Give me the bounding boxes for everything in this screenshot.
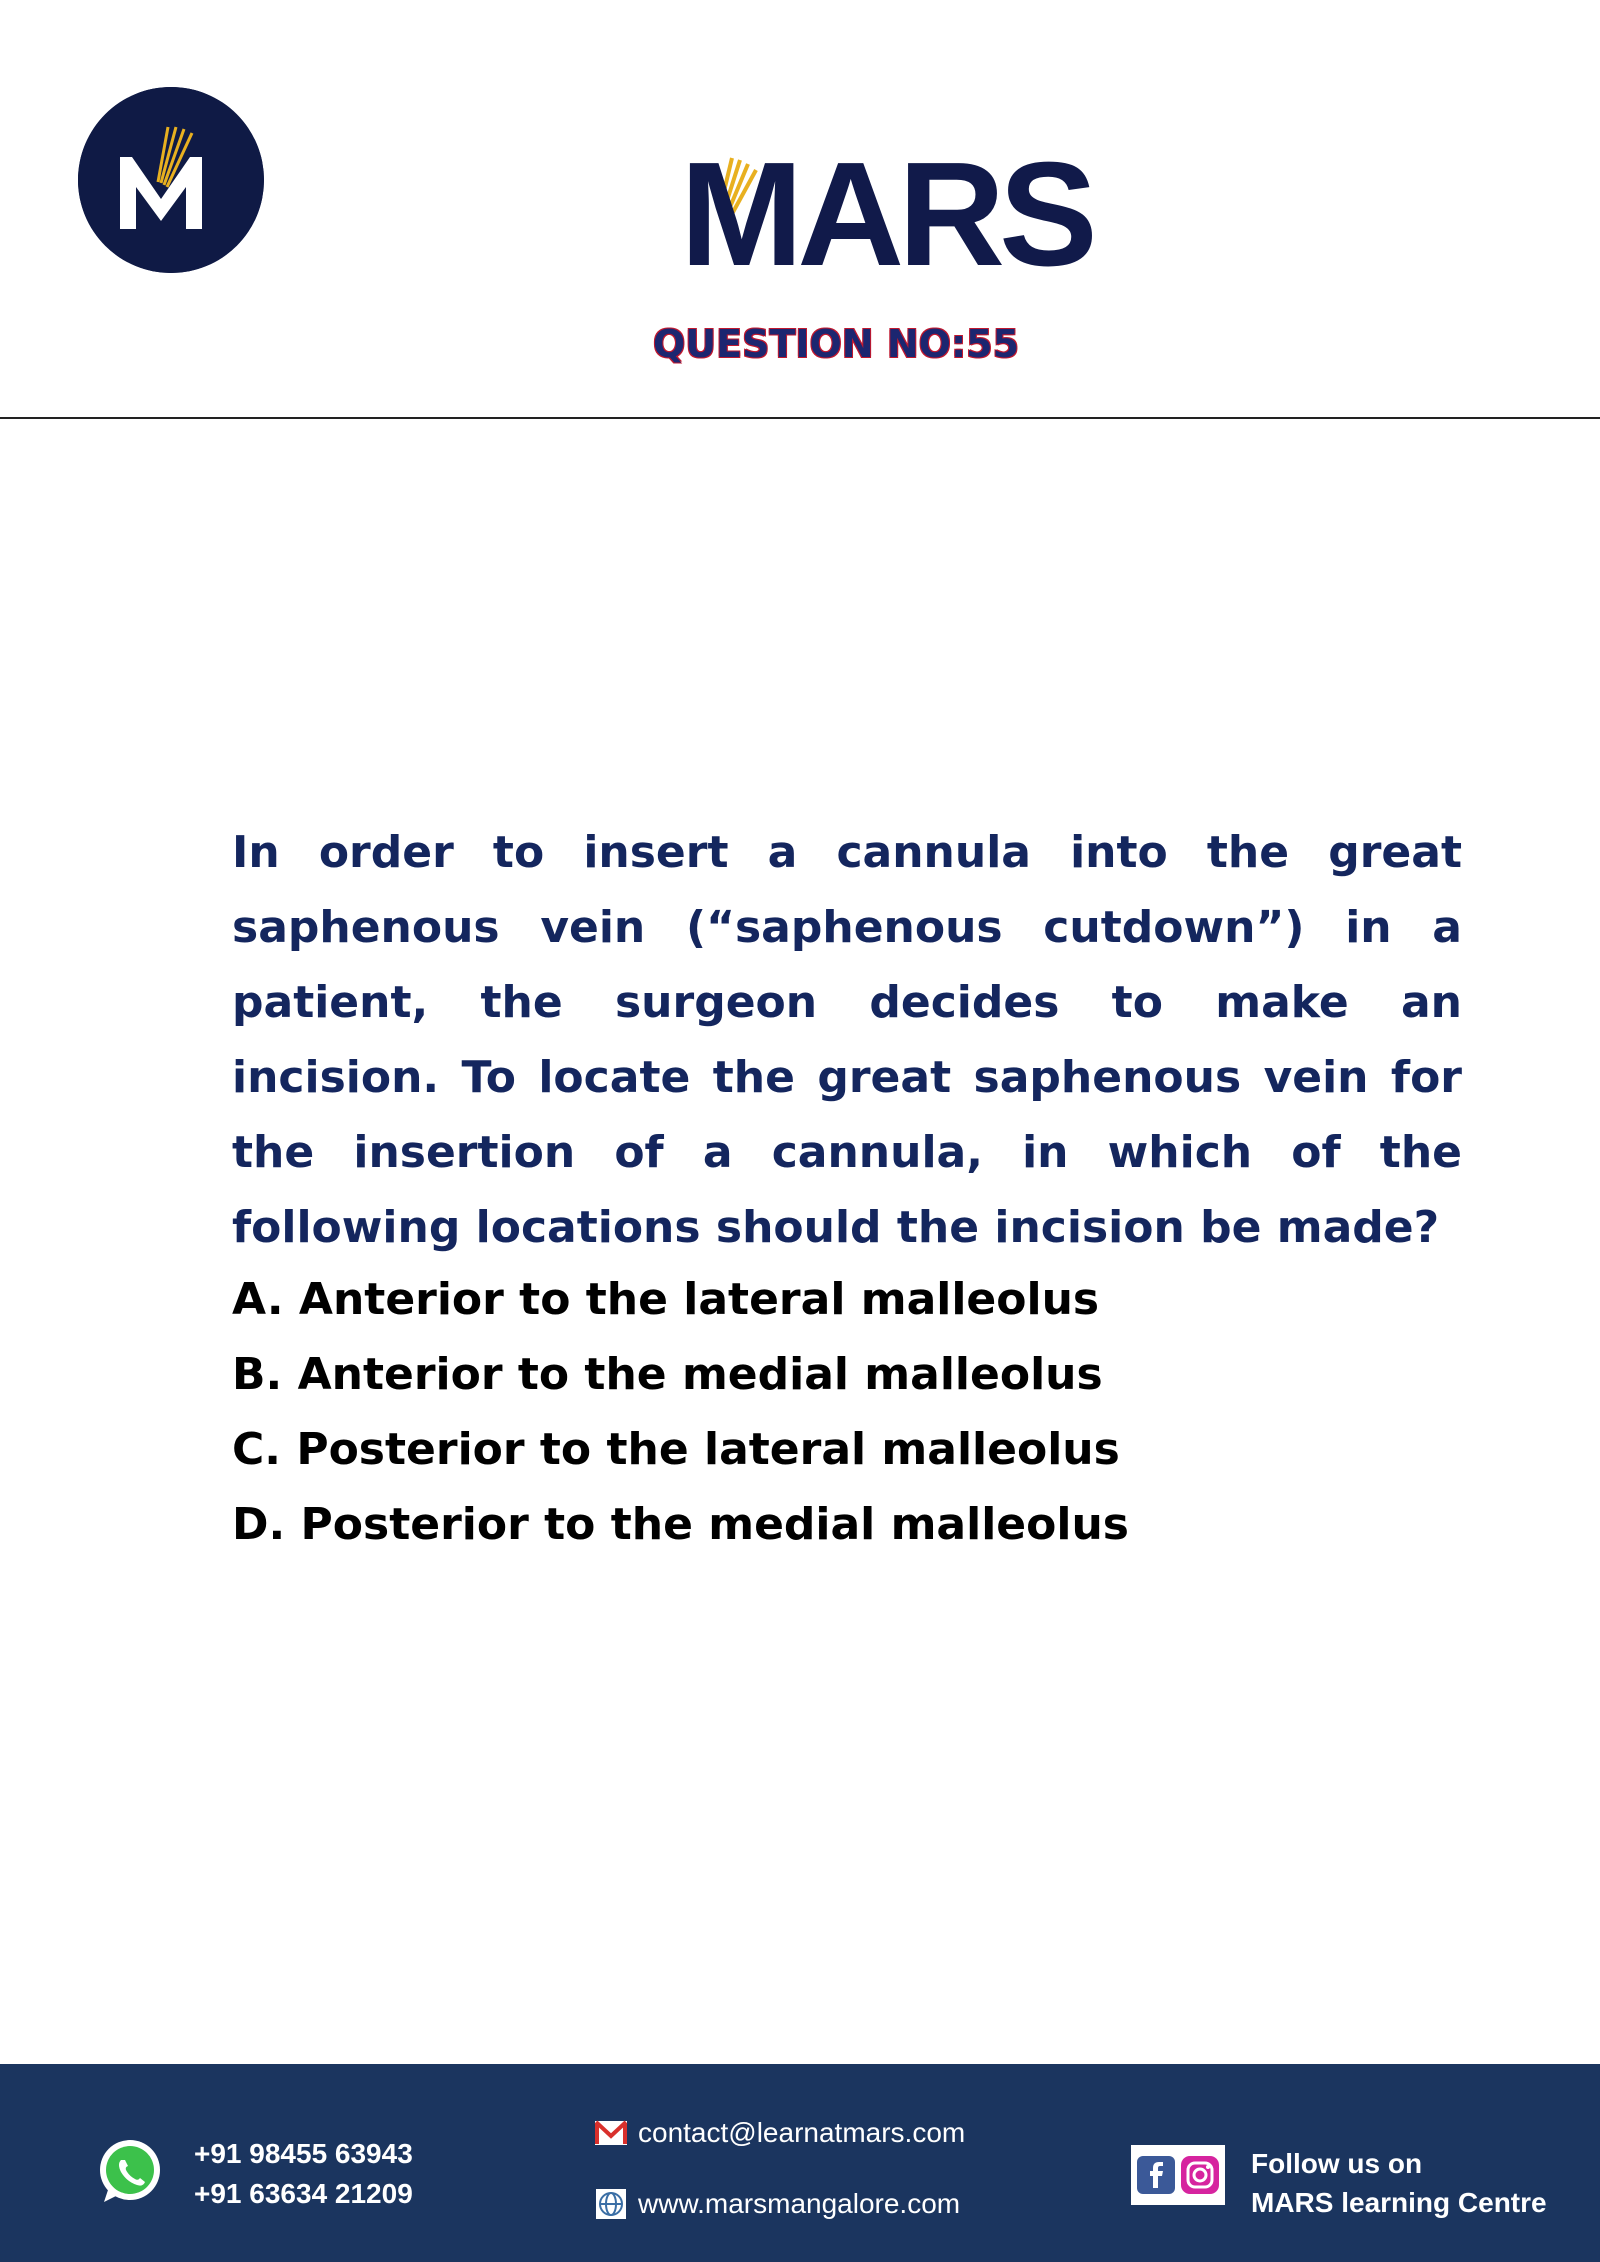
option-a: A. Anterior to the lateral malleolus [232,1274,1100,1325]
phone-2[interactable]: +91 63634 21209 [194,2178,413,2209]
globe-icon [594,2189,628,2219]
option-c: C. Posterior to the lateral malleolus [232,1424,1120,1475]
mail-icon [594,2118,628,2148]
follow-us [1251,2144,1547,2222]
whatsapp-icon[interactable] [94,2136,166,2208]
question-number: QUESTION NO:55 [652,322,1020,366]
mars-wordmark [680,132,1092,297]
header-divider [0,417,1600,419]
email-row[interactable] [594,2117,965,2149]
phone-numbers [194,2134,413,2214]
follow-line-1: Follow us on [1251,2148,1423,2179]
option-d: D. Posterior to the medial malleolus [232,1499,1129,1550]
m-logo-icon [78,87,264,273]
instagram-icon[interactable] [1181,2156,1219,2194]
email-link[interactable]: contact@learnatmars.com [638,2117,966,2148]
follow-line-2[interactable]: MARS learning Centre [1251,2187,1547,2218]
website-row[interactable] [594,2188,960,2220]
facebook-icon[interactable] [1137,2156,1175,2194]
social-icons [1131,2145,1225,2205]
mars-circle-logo [78,87,264,273]
brand-name: MARS [680,132,1092,297]
phone-1[interactable]: +91 98455 63943 [194,2138,413,2169]
question-text: In order to insert a cannula into the great saphenous vein (“saphenous cutdown”) in a patient, the surgeon decides to make an incision. To locate the great saphenous vein for the insertion of a cannula, in which of the following locations should the incision be made? [232,827,1462,1253]
answer-options [232,1262,1462,1562]
website-link[interactable]: www.marsmangalore.com [638,2188,961,2219]
option-b: B. Anterior to the medial malleolus [232,1349,1103,1400]
